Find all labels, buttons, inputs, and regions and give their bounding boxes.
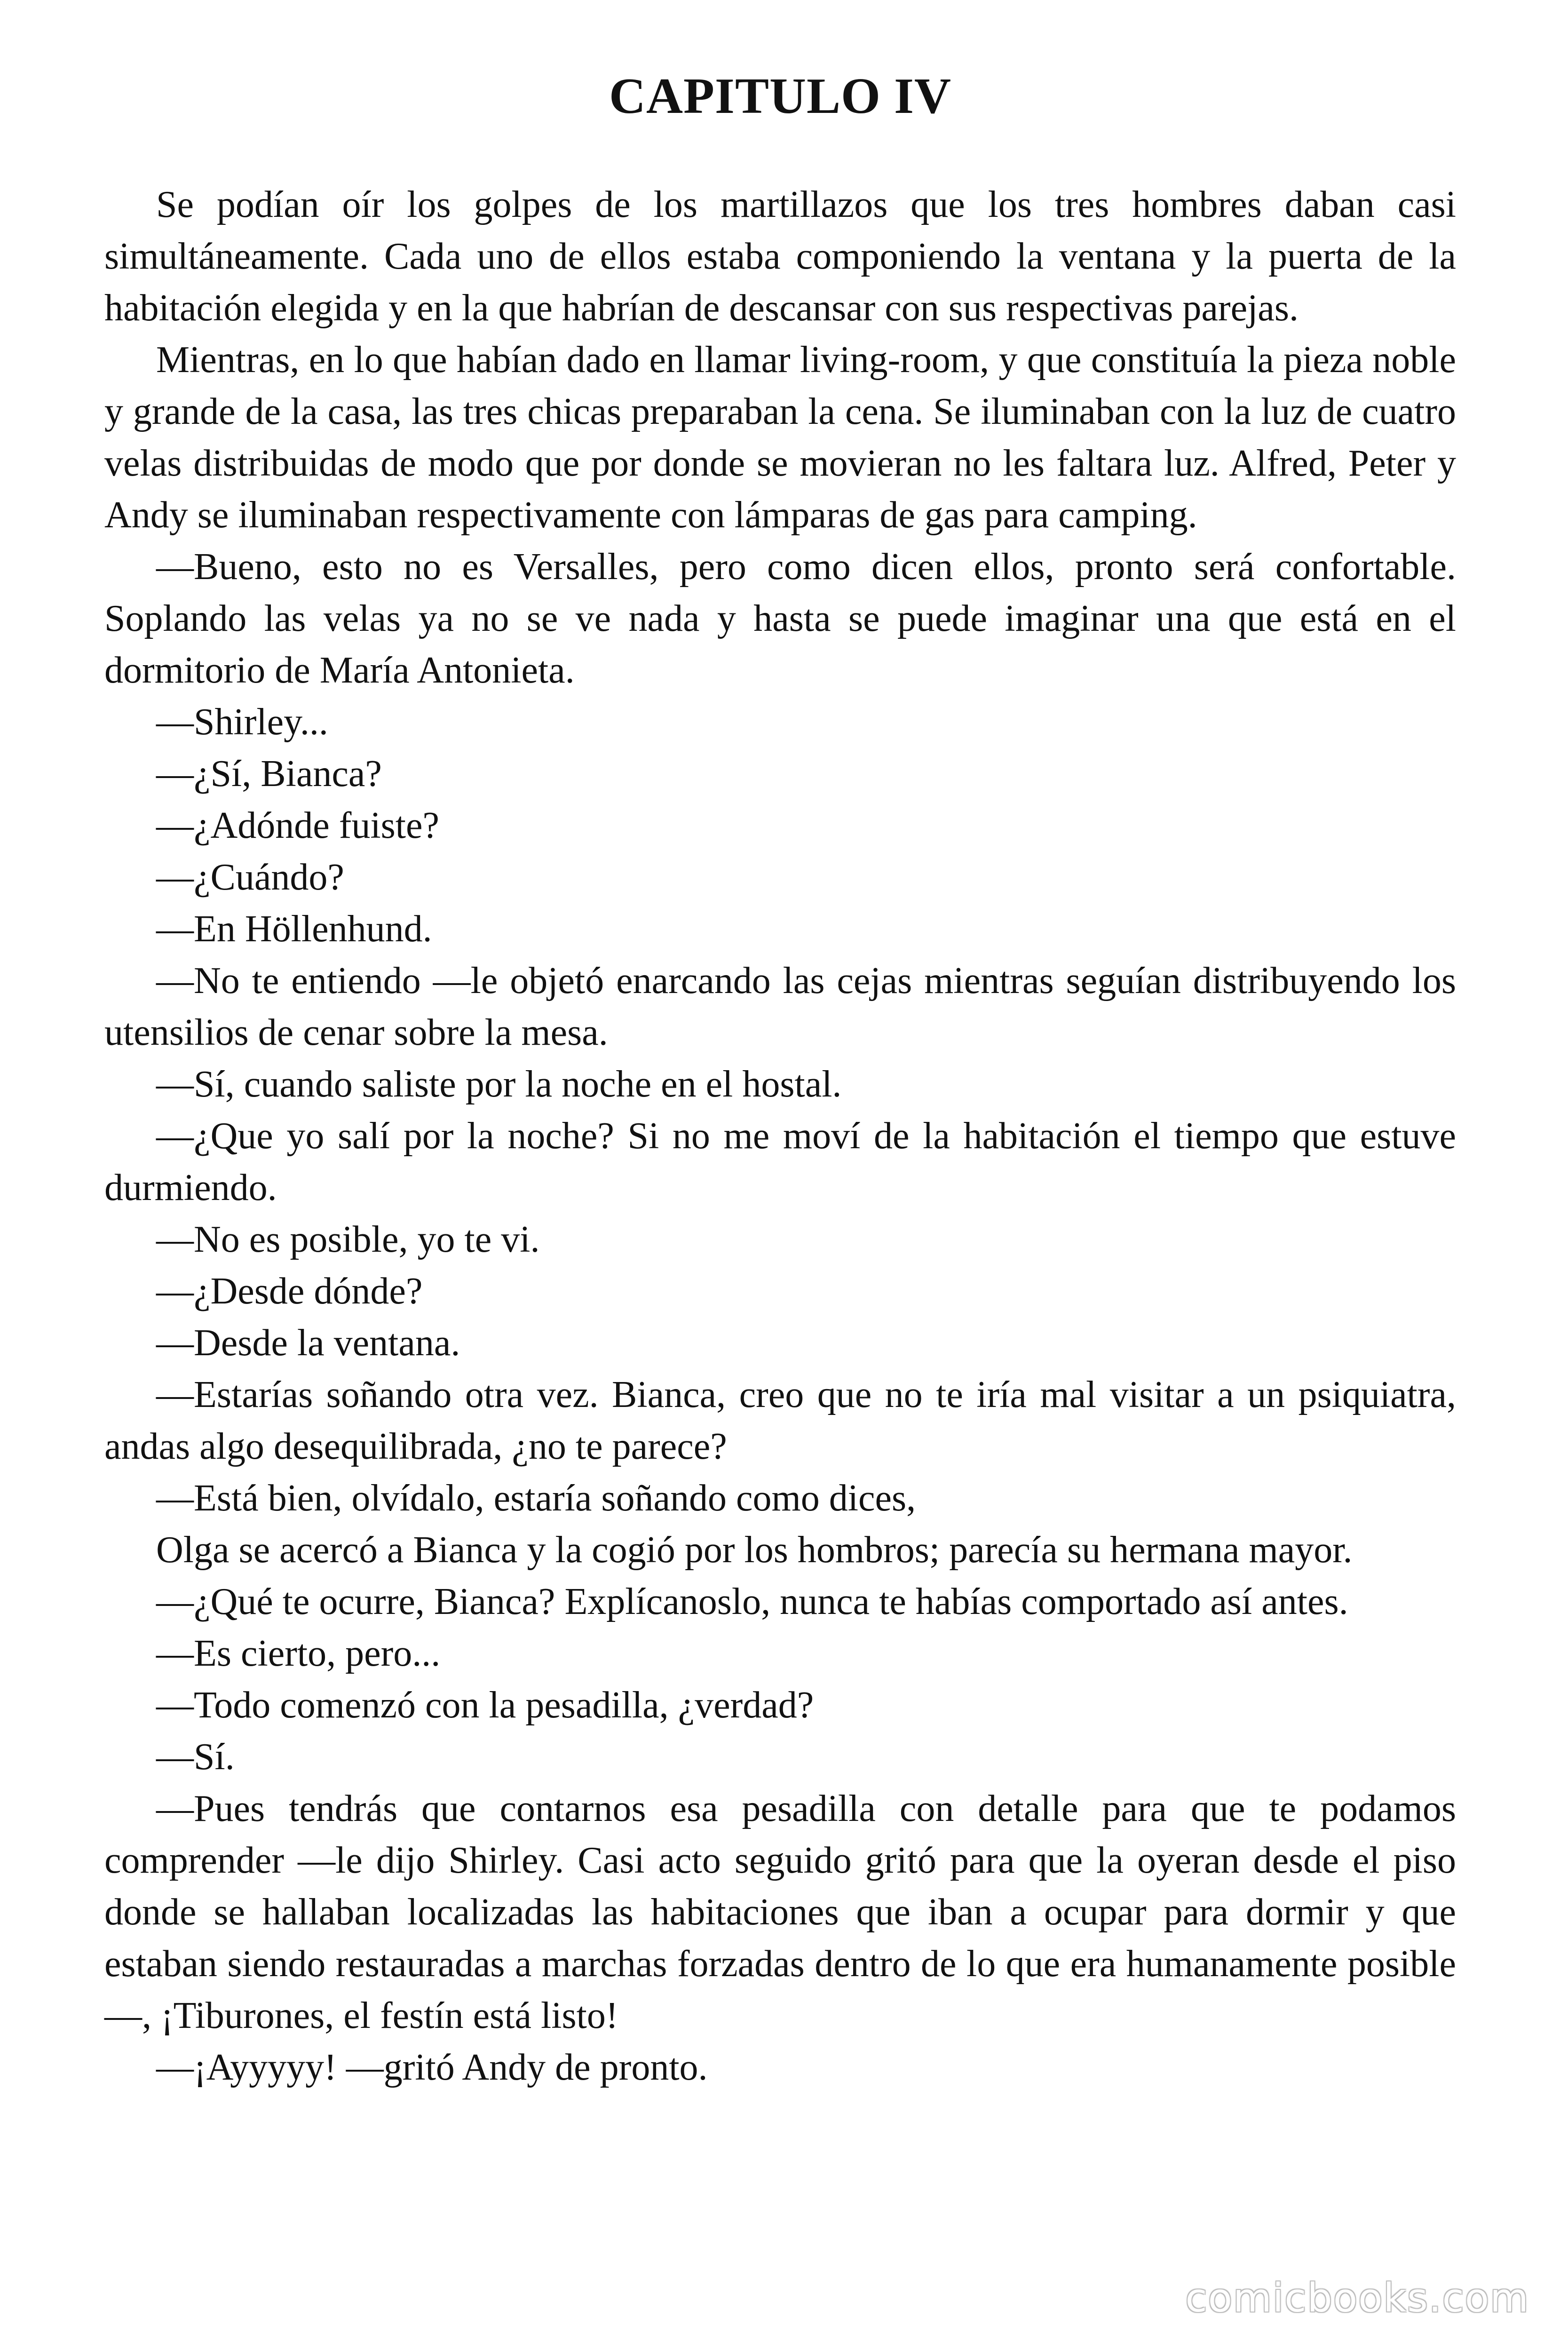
paragraph: —¡Ayyyyy! —gritó Andy de pronto.	[156, 2047, 708, 2088]
paragraph: —Está bien, olvídalo, estaría soñando como dices,	[156, 1478, 916, 1519]
paragraph: —¿Qué te ocurre, Bianca? Explícanoslo, nunca te habías comportado así antes.	[156, 1581, 1348, 1622]
paragraph: —En Höllenhund.	[156, 908, 432, 950]
watermark-text: comicbooks.com	[1185, 2275, 1529, 2321]
paragraph: —Sí, cuando saliste por la noche en el hostal.	[156, 1064, 842, 1105]
paragraph: —¿Desde dónde?	[156, 1271, 423, 1312]
paragraph: —¿Adónde fuiste?	[156, 805, 440, 846]
paragraph: Olga se acercó a Bianca y la cogió por los hombros; parecía su hermana mayor.	[156, 1529, 1353, 1571]
book-page	[104, 61, 1456, 2093]
paragraph: —Bueno, esto no es Versalles, pero como dicen ellos, pronto será confortable. Soplando las velas ya no se ve nada y hasta se puede imaginar una que está en el dormitorio de María Antonieta.	[104, 546, 1456, 691]
paragraph: —No es posible, yo te vi.	[156, 1219, 540, 1260]
paragraph: Se podían oír los golpes de los martillazos que los tres hombres daban casi simultáneamente. Cada uno de ellos estaba componiendo la ventana y la puerta de la habitación elegida y en la que habrían de descansar con sus respectivas parejas.	[104, 184, 1456, 329]
paragraph: —¿Cuándo?	[156, 857, 344, 898]
paragraph: —No te entiendo —le objetó enarcando las cejas mientras seguían distribuyendo los utensilios de cenar sobre la mesa.	[104, 960, 1456, 1053]
chapter-title: CAPITULO IV	[609, 68, 952, 124]
paragraph: —Estarías soñando otra vez. Bianca, creo que no te iría mal visitar a un psiquiatra, andas algo desequilibrada, ¿no te parece?	[104, 1374, 1456, 1467]
chapter-body	[104, 179, 1456, 2093]
paragraph: —¿Que yo salí por la noche? Si no me moví de la habitación el tiempo que estuve durmiendo.	[104, 1115, 1456, 1208]
paragraph: —Desde la ventana.	[156, 1322, 460, 1364]
paragraph: —¿Sí, Bianca?	[156, 753, 382, 795]
paragraph: —Todo comenzó con la pesadilla, ¿verdad?	[156, 1685, 814, 1726]
paragraph: Mientras, en lo que habían dado en llamar living-room, y que constituía la pieza noble y grande de la casa, las tres chicas preparaban la cena. Se iluminaban con la luz de cuatro velas distribuidas de modo que por donde se movieran no les faltara luz. Alfred, Peter y Andy se iluminaban respectivamente con lámparas de gas para camping.	[104, 339, 1456, 536]
paragraph: —Sí.	[156, 1736, 235, 1778]
paragraph: —Shirley...	[156, 701, 328, 743]
paragraph: —Es cierto, pero...	[156, 1633, 441, 1674]
paragraph: —Pues tendrás que contarnos esa pesadilla con detalle para que te podamos comprender —le dijo Shirley. Casi acto seguido gritó para que la oyeran desde el piso donde se hallaban localizadas las habitaciones que iban a ocupar para dormir y que estaban siendo restauradas a marchas forzadas dentro de lo que era humanamente posible—, ¡Tiburones, el festín está listo!	[104, 1788, 1456, 2036]
